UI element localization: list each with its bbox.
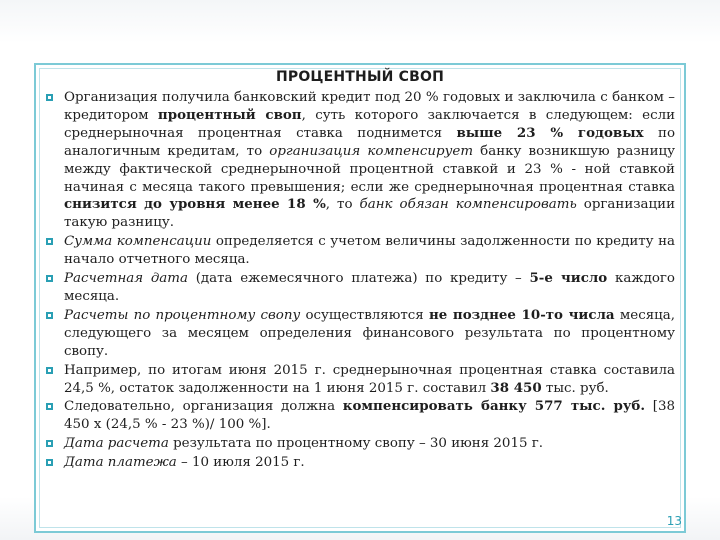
text-span: банку возникшую разницу между фактической среднерыночной процентной ставкой и 23 % - ной ставкой начиная с месяца такого превышения; если же среднерыночная процентная ставка [64, 143, 676, 195]
text-span: тыс. руб. [541, 380, 609, 396]
text-span: Следовательно, организация должна [64, 399, 343, 415]
square-bullet-icon [46, 238, 53, 245]
italic-text: организация компенсирует [269, 143, 474, 159]
square-bullet-icon [46, 403, 53, 410]
text-span: Например, по итогам июня 2015 г. среднерыночная процентная ставка составила 24,5 %, остаток задолженности на 1 июня 2015 г. составил [64, 362, 675, 396]
square-bullet-icon [46, 440, 53, 447]
text-span: результата по процентному свопу – 30 июня 2015 г. [168, 436, 544, 452]
italic-text: Сумма компенсации [64, 234, 212, 250]
bullet-item-3 [44, 270, 675, 306]
text-span: определяется с учетом величины задолженности по кредиту на начало отчетного месяца. [64, 234, 675, 268]
text-span: – 10 июля 2015 г. [176, 455, 305, 471]
bullet-item-8 [44, 454, 675, 472]
bullet-list [44, 89, 675, 473]
square-bullet-icon [46, 459, 53, 466]
text-span: [38 450 х (24,5 % - 23 %)/ 100 %]. [64, 399, 675, 433]
text-span: (дата ежемесячного платежа) по кредиту – [187, 271, 530, 287]
square-bullet-icon [46, 312, 53, 319]
square-bullet-icon [46, 367, 53, 374]
text-span: , суть которого заключается в следующем: если среднерыночная процентная ставка поднимется [64, 107, 676, 141]
italic-text: Расчеты по процентному свопу [64, 307, 301, 323]
square-bullet-icon [46, 275, 53, 282]
text-span: осуществляются [300, 307, 429, 323]
bold-text: не позднее 10-то числа [428, 306, 615, 323]
bullet-item-2 [44, 233, 675, 269]
bullet-item-1 [44, 89, 675, 232]
italic-text: Дата платежа [64, 455, 177, 471]
italic-text: банк обязан компенсировать [359, 197, 577, 213]
bold-text: 5-е число [529, 270, 608, 287]
bold-text: выше 23 % годовых [456, 124, 644, 141]
text-span: каждого месяца. [64, 271, 675, 304]
bullet-item-4 [44, 307, 675, 361]
italic-text: Дата расчета [64, 436, 169, 452]
text-span: Организация получила банковский кредит под 20 % годовых и заключила с банком – кредитором [64, 90, 675, 123]
bullet-item-7 [44, 435, 675, 453]
bullet-item-6 [44, 398, 675, 434]
page-number: 13 [666, 514, 682, 528]
square-bullet-icon [46, 94, 53, 101]
bullet-item-5 [44, 362, 675, 398]
text-span: месяца, следующего за месяцем определения финансового результата по процентному свопу. [64, 307, 675, 359]
italic-text: Расчетная дата [64, 271, 188, 287]
slide-title: ПРОЦЕНТНЫЙ СВОП [275, 69, 445, 85]
bold-text: снизится до уровня менее 18 % [64, 196, 326, 213]
bold-text: компенсировать банку 577 тыс. руб. [342, 398, 646, 415]
text-span: организации такую разницу. [64, 197, 675, 231]
text-span: по аналогичным кредитам, то [64, 125, 676, 159]
text-span: , то [325, 197, 360, 213]
bold-text: процентный своп [157, 106, 302, 123]
bold-text: 38 450 [490, 379, 542, 396]
